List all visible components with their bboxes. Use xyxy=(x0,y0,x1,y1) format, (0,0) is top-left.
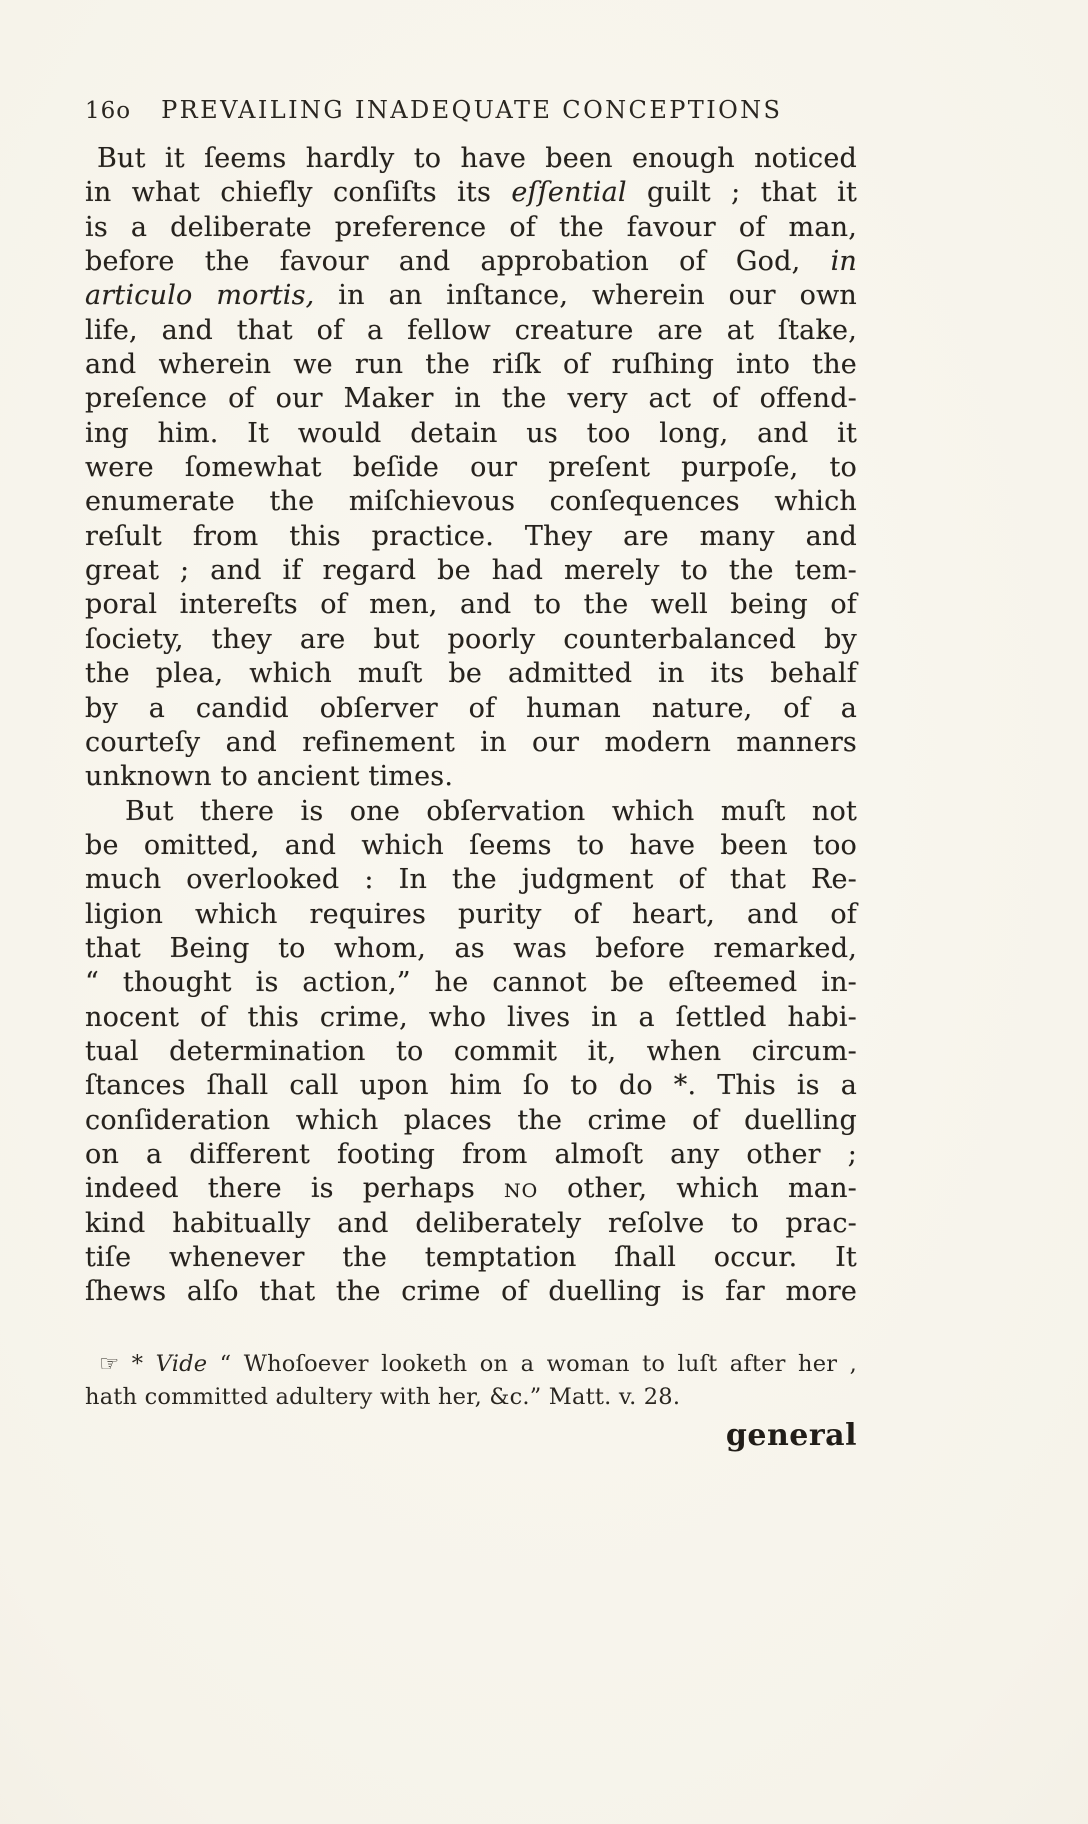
text-line xyxy=(85,1348,857,1381)
text-line xyxy=(85,451,857,485)
text-segment: “ thought is action,” he cannot be eſteemed in- xyxy=(85,967,857,999)
text-line xyxy=(85,657,857,691)
text-line xyxy=(85,1035,857,1069)
text-line xyxy=(85,932,857,966)
text-segment: articulo mortis, xyxy=(85,280,315,312)
text-segment: and wherein we run the riſk of ruſhing into the xyxy=(85,349,857,381)
text-segment: ligion which requires purity of heart, and of xyxy=(85,898,857,930)
paragraph-2 xyxy=(85,795,857,1310)
body-text xyxy=(85,142,857,1310)
text-segment: Vide xyxy=(155,1351,208,1377)
catchword: general xyxy=(725,1418,857,1453)
text-segment: conſideration which places the crime of duelling xyxy=(85,1104,857,1136)
text-segment: that Being to whom, as was before remarked, xyxy=(85,932,857,964)
text-segment: great ; and if regard be had merely to the tem- xyxy=(85,555,857,587)
text-segment: poral intereſts of men, and to the well being of xyxy=(85,589,857,621)
text-segment: nocent of this crime, who lives in a ſettled habi- xyxy=(85,1001,857,1033)
text-line xyxy=(85,417,857,451)
text-line xyxy=(85,726,857,760)
text-line xyxy=(85,142,857,176)
text-segment: ſhews alſo that the crime of duelling is far more xyxy=(85,1276,857,1308)
text-line xyxy=(85,1275,857,1309)
text-segment: no xyxy=(503,1173,539,1205)
text-line xyxy=(85,760,857,794)
text-line xyxy=(85,348,857,382)
text-segment: ing him. It would detain us too long, and it xyxy=(85,417,857,449)
text-line xyxy=(85,1104,857,1138)
text-segment: But there is one obſervation which muſt not xyxy=(125,795,857,827)
text-segment: ☞ * xyxy=(99,1351,156,1377)
text-segment: ſtances ſhall call upon him ſo to do *. This is a xyxy=(85,1070,857,1102)
text-segment: tual determination to commit it, when circum- xyxy=(85,1035,857,1067)
text-line xyxy=(85,623,857,657)
text-line xyxy=(85,1207,857,1241)
page-number: 16o xyxy=(85,98,132,124)
text-segment: indeed there is perhaps xyxy=(85,1173,504,1205)
text-segment: is a deliberate preference of the favour of man, xyxy=(85,211,857,243)
text-line xyxy=(85,279,857,313)
text-line xyxy=(85,829,857,863)
text-segment: in an inſtance, wherein our own xyxy=(314,280,857,312)
text-segment: “ Whoſoever looketh on a woman to luſt after her , xyxy=(207,1351,857,1377)
text-segment: be omitted, and which ſeems to have been too xyxy=(85,829,857,861)
text-line xyxy=(85,211,857,245)
text-line xyxy=(85,1172,857,1206)
text-segment: unknown to ancient times. xyxy=(85,761,454,793)
text-line xyxy=(85,863,857,897)
text-segment: tiſe whenever the temptation ſhall occur. It xyxy=(85,1242,857,1273)
text-line xyxy=(85,588,857,622)
text-line xyxy=(85,898,857,932)
text-segment: in what chiefly conſiſts its xyxy=(85,177,512,209)
footnote xyxy=(85,1348,857,1414)
text-segment: eſſential xyxy=(511,177,627,209)
text-line xyxy=(85,1381,857,1414)
text-segment: enumerate the miſchievous conſequences which xyxy=(85,486,857,518)
text-segment: ſociety, they are but poorly counterbalanced by xyxy=(85,623,857,655)
text-line xyxy=(85,382,857,416)
text-line xyxy=(85,1138,857,1172)
text-line xyxy=(85,692,857,726)
text-line xyxy=(85,314,857,348)
text-segment: the plea, which muſt be admitted in its behalf xyxy=(85,658,857,690)
text-line xyxy=(85,1241,857,1275)
page-header xyxy=(85,96,857,124)
text-line xyxy=(85,554,857,588)
text-segment: guilt ; that it xyxy=(626,177,857,209)
text-line xyxy=(85,485,857,519)
text-segment: reſult from this practice. They are many and xyxy=(85,520,857,552)
text-segment: kind habitually and deliberately reſolve to prac- xyxy=(85,1207,857,1239)
text-segment: in xyxy=(830,246,857,278)
text-segment: were ſomewhat beſide our preſent purpoſe, to xyxy=(85,452,857,484)
text-line xyxy=(85,966,857,1000)
paragraph-1 xyxy=(85,142,857,795)
text-segment: courteſy and refinement in our modern manners xyxy=(85,726,857,758)
text-segment: before the favour and approbation of God, xyxy=(85,246,831,278)
running-title: PREVAILING INADEQUATE CONCEPTIONS xyxy=(161,96,783,124)
text-line xyxy=(85,520,857,554)
text-line xyxy=(85,1069,857,1103)
text-line xyxy=(85,1001,857,1035)
text-line xyxy=(85,176,857,210)
text-segment: preſence of our Maker in the very act of offend- xyxy=(85,383,857,415)
text-segment: on a different footing from almoſt any other ; xyxy=(85,1138,857,1170)
text-segment: But it ſeems hardly to have been enough noticed xyxy=(97,143,857,174)
text-line xyxy=(85,245,857,279)
text-segment: by a candid obſerver of human nature, of a xyxy=(85,692,857,724)
text-segment: other, which man- xyxy=(538,1173,857,1205)
text-segment: much overlooked : In the judgment of that Re- xyxy=(85,864,857,896)
text-line xyxy=(85,795,857,829)
text-segment: hath committed adultery with her, &c.” Matt. v. 28. xyxy=(85,1384,681,1410)
text-segment: life, and that of a fellow creature are at ſtake, xyxy=(85,314,857,346)
